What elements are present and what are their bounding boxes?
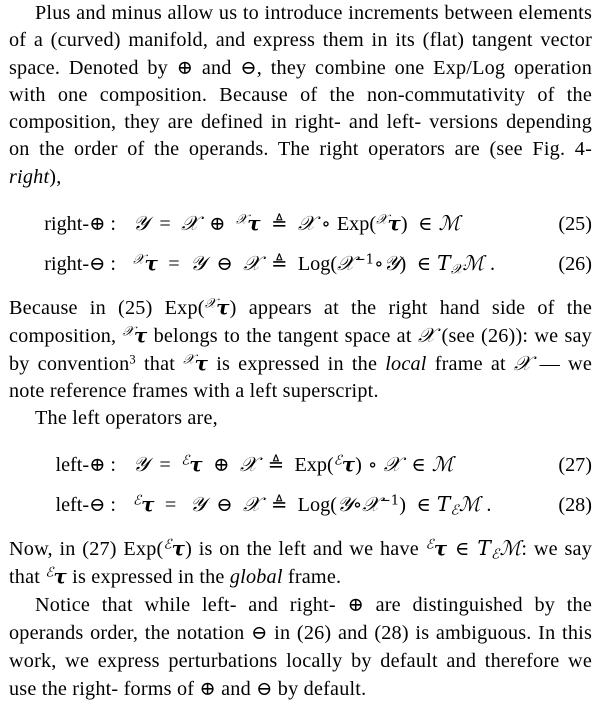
equation-28-label-prefix: left- <box>55 494 90 517</box>
oplus-icon: ⊕ <box>209 211 226 235</box>
math-left-superscript-E: ℰ <box>133 493 142 509</box>
math-symbol-tau: τ <box>387 210 401 235</box>
math-triangleq: ≜ <box>270 493 288 517</box>
oplus-icon: ⊕ <box>89 453 106 477</box>
math-symbol-tau: τ <box>141 492 155 517</box>
math-tangent-space-T: T <box>436 492 451 517</box>
math-symbol-Y: 𝒴 <box>133 452 149 477</box>
paragraph-left-operators-intro-text: The left operators are, <box>35 407 218 430</box>
math-symbol-X: 𝒳 <box>362 492 380 517</box>
equation-25 <box>9 203 592 243</box>
math-symbol-X: 𝒳 <box>181 210 199 235</box>
math-symbol-tau: τ <box>216 294 230 319</box>
math-element-of: ∈ <box>411 453 426 477</box>
ominus-icon: ⊖ <box>216 493 233 517</box>
math-paren-close: ) <box>400 212 408 235</box>
equation-25-number: (25) <box>558 212 592 235</box>
math-left-superscript-E: ℰ <box>163 537 172 553</box>
ominus-icon: ⊖ <box>256 676 273 700</box>
math-left-superscript-X: 𝒳 <box>204 296 217 311</box>
math-function-log: Log <box>297 494 331 517</box>
oplus-icon: ⊕ <box>347 593 364 617</box>
equation-25-label-colon: : <box>105 212 116 235</box>
equation-25-label <box>9 204 127 244</box>
math-element-of: ∈ <box>416 251 432 275</box>
equation-26-number: (26) <box>558 252 592 275</box>
math-inverse-exponent: −1 <box>354 252 375 267</box>
math-equals: = <box>159 212 171 235</box>
paragraph-local-text-7: frame at <box>426 352 514 375</box>
math-left-superscript-X: 𝒳 <box>133 252 145 267</box>
math-left-superscript-X: 𝒳 <box>183 352 195 368</box>
equation-28 <box>9 484 592 524</box>
math-symbol-Y: 𝒴 <box>190 492 206 517</box>
equation-group-left-operators <box>9 444 592 524</box>
math-symbol-manifold: ℳ <box>438 210 461 235</box>
paragraph-local-text-4: (see (26)): we say by convention <box>9 324 592 375</box>
math-symbol-tau: τ <box>341 452 356 477</box>
math-paren-open: ( <box>330 494 337 517</box>
math-symbol-manifold: ℳ <box>462 250 484 275</box>
math-tangent-space-T: T <box>437 250 451 275</box>
ominus-icon: ⊖ <box>216 251 233 275</box>
math-symbol-tau: τ <box>433 536 448 561</box>
oplus-icon: ⊕ <box>89 211 106 235</box>
equation-27-body <box>127 444 526 485</box>
math-element-of: ∈ <box>418 211 433 235</box>
math-period: . <box>486 494 492 517</box>
footnote-marker: 3 <box>129 352 136 367</box>
equation-26 <box>9 243 592 283</box>
math-paren-close: ) <box>399 494 407 517</box>
equation-group-right-operators <box>9 203 592 283</box>
paragraph-local-text-1: Because in (25) Exp( <box>9 296 205 319</box>
math-symbol-manifold: ℳ <box>499 536 522 561</box>
math-period: . <box>490 252 496 275</box>
equation-26-label-colon: : <box>105 252 116 275</box>
math-triangleq: ≜ <box>267 453 284 477</box>
equation-26-body <box>127 243 526 284</box>
paragraph-global-frame <box>9 535 592 591</box>
math-paren-open: ( <box>326 454 334 477</box>
math-subscript-E: ℰ <box>450 502 459 519</box>
paragraph-notice-text-5: by default. <box>272 677 367 700</box>
paragraph-local-text-6: is expressed in the <box>208 352 386 375</box>
paragraph-left-operators-intro <box>9 405 592 432</box>
math-paren-close: ) <box>399 252 407 275</box>
figure-reference-italic: right <box>9 165 50 188</box>
math-left-superscript-E: ℰ <box>333 453 342 469</box>
ominus-icon: ⊖ <box>89 493 106 517</box>
paragraph-global-text-6: frame. <box>282 566 342 589</box>
math-symbol-manifold: ℳ <box>431 452 454 477</box>
paragraph-notice-ambiguity <box>9 591 592 702</box>
math-symbol-X: 𝒳 <box>239 452 258 477</box>
math-triangleq: ≜ <box>271 211 288 235</box>
paragraph-local-frame <box>9 294 592 405</box>
paragraph-intro-text-4: ), <box>49 165 62 188</box>
math-paren-close: ) <box>355 454 362 477</box>
math-left-superscript-E: ℰ <box>425 537 434 553</box>
equation-27-label <box>9 445 127 485</box>
math-composition-circ: ∘ <box>321 211 331 235</box>
math-symbol-Y: 𝒴 <box>190 250 206 275</box>
paragraph-notice-text-2: are distinguished by the operands order, the notation <box>9 594 593 645</box>
math-composition-circ: ∘ <box>374 251 384 275</box>
math-inverse-exponent: −1 <box>379 493 400 509</box>
math-triangleq: ≜ <box>271 251 288 275</box>
ominus-icon: ⊖ <box>240 56 257 80</box>
equation-27-number: (27) <box>558 454 592 477</box>
math-symbol-manifold: ℳ <box>458 492 481 517</box>
ominus-icon: ⊖ <box>251 621 268 645</box>
paragraph-intro-text-3: , they combine one Exp/Log operation with one composition. Because of the non-commutativity of the composition, they are defined in right- and left- versions depending on the order of the operands. The right operators are (see Fig. 4- <box>9 57 593 161</box>
paragraph-global-text-4: : we say that <box>9 538 593 589</box>
equation-25-body <box>127 203 526 244</box>
math-symbol-Y: 𝒴 <box>336 492 353 517</box>
math-left-superscript-E: ℰ <box>45 565 54 581</box>
equation-28-number: (28) <box>558 494 592 517</box>
equation-28-label <box>9 485 127 525</box>
math-equals: = <box>159 454 171 477</box>
paragraph-local-text-8: — we note reference frames with a left superscript. <box>9 352 593 402</box>
math-function-exp: Exp <box>336 212 370 235</box>
equation-27-label-prefix: left- <box>55 454 90 477</box>
math-symbol-tau: τ <box>247 210 261 235</box>
paragraph-intro <box>9 0 592 191</box>
math-symbol-X: 𝒳 <box>243 492 261 517</box>
math-subscript-E: ℰ <box>491 546 500 563</box>
emphasis-local: local <box>385 352 427 375</box>
equation-26-label <box>9 244 127 284</box>
math-composition-circ: ∘ <box>367 453 378 477</box>
math-function-log: Log <box>297 252 331 275</box>
math-equals: = <box>168 252 180 275</box>
paragraph-global-text-5: is expressed in the <box>66 566 230 589</box>
math-symbol-tau: τ <box>171 536 186 561</box>
math-left-superscript-X: 𝒳 <box>376 212 388 227</box>
math-symbol-tau: τ <box>53 564 67 589</box>
math-left-superscript-E: ℰ <box>181 453 190 469</box>
math-subscript-X: 𝒳 <box>450 260 463 277</box>
paragraph-local-text-5: that <box>135 352 184 375</box>
equation-26-label-prefix: right- <box>44 252 90 275</box>
math-symbol-Y: 𝒴 <box>133 210 149 235</box>
paragraph-notice-text-4: and <box>215 677 257 700</box>
paragraph-global-text-2: ) is on the left and we have <box>185 538 426 561</box>
math-element-of: ∈ <box>416 493 431 517</box>
math-symbol-X: 𝒳 <box>513 350 532 375</box>
math-symbol-X: 𝒳 <box>243 250 261 275</box>
math-symbol-X: 𝒳 <box>337 250 355 275</box>
paragraph-global-text-1: Now, in (27) Exp( <box>9 538 164 561</box>
math-left-superscript-X: 𝒳 <box>122 324 134 340</box>
equation-27 <box>9 444 592 484</box>
paragraph-notice-text-1: Notice that while left- and right- <box>35 594 348 617</box>
paragraph-local-text-3: belongs to the tangent space at <box>147 324 418 347</box>
ominus-icon: ⊖ <box>89 251 106 275</box>
math-symbol-tau: τ <box>144 250 158 275</box>
equation-25-label-prefix: right- <box>44 212 90 235</box>
oplus-icon: ⊕ <box>213 453 230 477</box>
math-function-exp: Exp <box>294 454 327 477</box>
equation-28-body <box>127 484 526 525</box>
math-symbol-tau: τ <box>133 322 148 347</box>
paragraph-local-text-2: ) appears at the right hand side of the composition, <box>9 296 592 347</box>
math-symbol-X: 𝒳 <box>417 322 436 347</box>
math-symbol-tau: τ <box>194 350 209 375</box>
math-equals: = <box>164 494 177 517</box>
paragraph-intro-text-1: Plus and minus allow us to introduce increments between elements of a (curved) manifold, and express them in its (flat) tangent vector space. Denoted by <box>9 2 592 80</box>
emphasis-global: global <box>229 566 283 589</box>
equation-27-label-colon: : <box>105 454 116 477</box>
paragraph-notice-text-3: in (26) and (28) is ambiguous. In this work, we express perturbations locally by default and therefore we use the right- forms of <box>9 622 593 700</box>
math-paren-open: ( <box>369 212 377 235</box>
paragraph-intro-text-2: and <box>193 57 241 80</box>
text-column <box>9 0 592 703</box>
math-composition-circ: ∘ <box>352 493 363 517</box>
oplus-icon: ⊕ <box>176 56 194 80</box>
math-left-superscript-X: 𝒳 <box>235 212 248 227</box>
math-symbol-X: 𝒳 <box>383 452 401 477</box>
math-symbol-Y: 𝒴 <box>383 250 400 275</box>
math-symbol-tau: τ <box>189 452 203 477</box>
math-paren-open: ( <box>330 252 338 275</box>
math-symbol-X: 𝒳 <box>297 210 316 235</box>
math-tangent-space-T: T <box>477 536 492 561</box>
oplus-icon: ⊕ <box>199 676 216 700</box>
equation-28-label-colon: : <box>105 494 116 517</box>
math-element-of: ∈ <box>447 537 478 561</box>
